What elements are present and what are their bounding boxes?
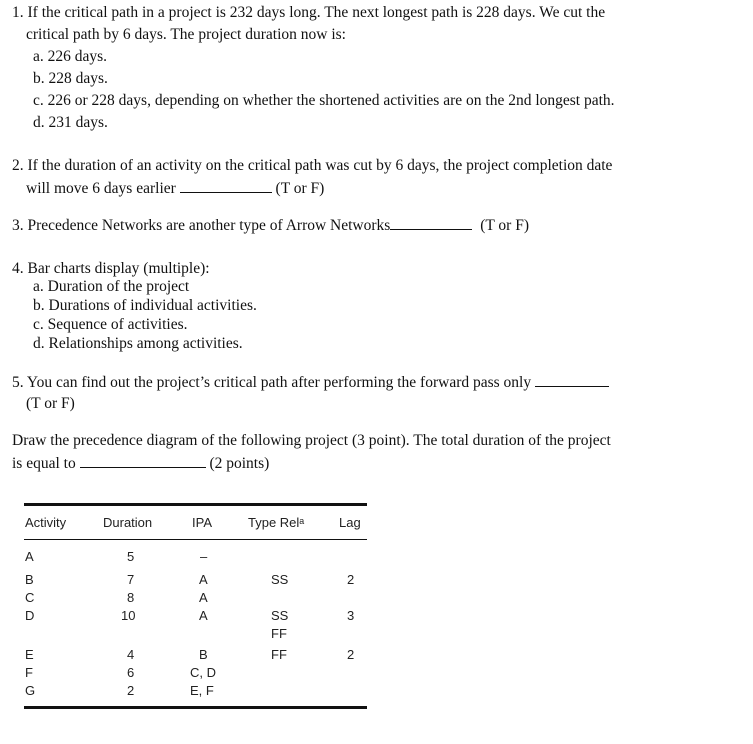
table-header-rule xyxy=(24,539,367,540)
header-duration: Duration xyxy=(103,515,153,530)
q1-line2: critical path by 6 days. The project duration now is: xyxy=(26,26,346,43)
q4-option-d: d. Relationships among activities. xyxy=(33,335,243,352)
table-row-g-duration: 2 xyxy=(127,683,135,698)
q2-line1: 2. If the duration of an activity on the critical path was cut by 6 days, the project completion date xyxy=(12,157,613,174)
table-row-d-duration: 10 xyxy=(121,608,136,623)
table-row-f-duration: 6 xyxy=(127,665,135,680)
q5-line2: (T or F) xyxy=(26,395,75,412)
q4-option-b: b. Durations of individual activities. xyxy=(33,297,257,314)
table-row-e-ipa: B xyxy=(199,647,208,662)
table-row-a-duration: 5 xyxy=(127,549,135,564)
table-row-b-duration: 7 xyxy=(127,572,135,587)
header-activity: Activity xyxy=(25,515,67,530)
header-lag: Lag xyxy=(339,515,361,530)
table-row-d2-type: FF xyxy=(271,626,287,641)
header-type-rel: Type Relᵃ xyxy=(248,515,305,530)
table-row-e-lag: 2 xyxy=(347,647,355,662)
q1-option-b: b. 228 days. xyxy=(33,70,108,87)
table-row-b-lag: 2 xyxy=(347,572,355,587)
q1-option-a: a. 226 days. xyxy=(33,48,108,65)
draw-line2-post: (2 points) xyxy=(209,455,270,472)
q2-line2-pre: will move 6 days earlier xyxy=(26,180,176,197)
q4-line1: 4. Bar charts display (multiple): xyxy=(12,260,210,277)
table-row-d-activity: D xyxy=(25,608,35,623)
draw-line2-pre: is equal to xyxy=(12,455,76,472)
table-row-b-activity: B xyxy=(25,572,34,587)
table-row-b-type: SS xyxy=(271,572,289,587)
table-row-c-duration: 8 xyxy=(127,590,135,605)
table-row-e-duration: 4 xyxy=(127,647,135,662)
table-row-c-ipa: A xyxy=(199,590,208,605)
table-top-rule xyxy=(24,503,367,506)
q1-line1: 1. If the critical path in a project is 232 days long. The next longest path is 228 days. We cut the xyxy=(12,4,606,21)
table-row-g-ipa: E, F xyxy=(190,683,214,698)
table-row-f-activity: F xyxy=(25,665,33,680)
table-row-f-ipa: C, D xyxy=(190,665,216,680)
draw-line1: Draw the precedence diagram of the following project (3 point). The total duration of the project xyxy=(12,432,611,449)
q2-line2-post: (T or F) xyxy=(275,180,325,197)
q4-option-c: c. Sequence of activities. xyxy=(33,316,188,333)
q1-option-c: c. 226 or 228 days, depending on whether the shortened activities are on the 2nd longest path. xyxy=(33,92,615,109)
table-row-d-type: SS xyxy=(271,608,289,623)
table-row-b-ipa: A xyxy=(199,572,208,587)
q3-post: (T or F) xyxy=(480,217,529,234)
table-row-d-ipa: A xyxy=(199,608,208,623)
q3-pre: 3. Precedence Networks are another type of Arrow Networks xyxy=(12,217,391,234)
table-row-g-activity: G xyxy=(25,683,36,698)
q1-option-d: d. 231 days. xyxy=(33,114,108,131)
q4-option-a: a. Duration of the project xyxy=(33,278,190,295)
table-bottom-rule xyxy=(24,706,367,709)
table-row-d-lag: 3 xyxy=(347,608,355,623)
header-ipa: IPA xyxy=(192,515,212,530)
table-row-a-activity: A xyxy=(25,549,34,564)
q5-line1-text: 5. You can find out the project’s critical path after performing the forward pass only xyxy=(12,374,532,391)
table-row-a-ipa: – xyxy=(200,549,208,564)
table-row-e-activity: E xyxy=(25,647,34,662)
table-row-e-type: FF xyxy=(271,647,287,662)
table-row-c-activity: C xyxy=(25,590,35,605)
